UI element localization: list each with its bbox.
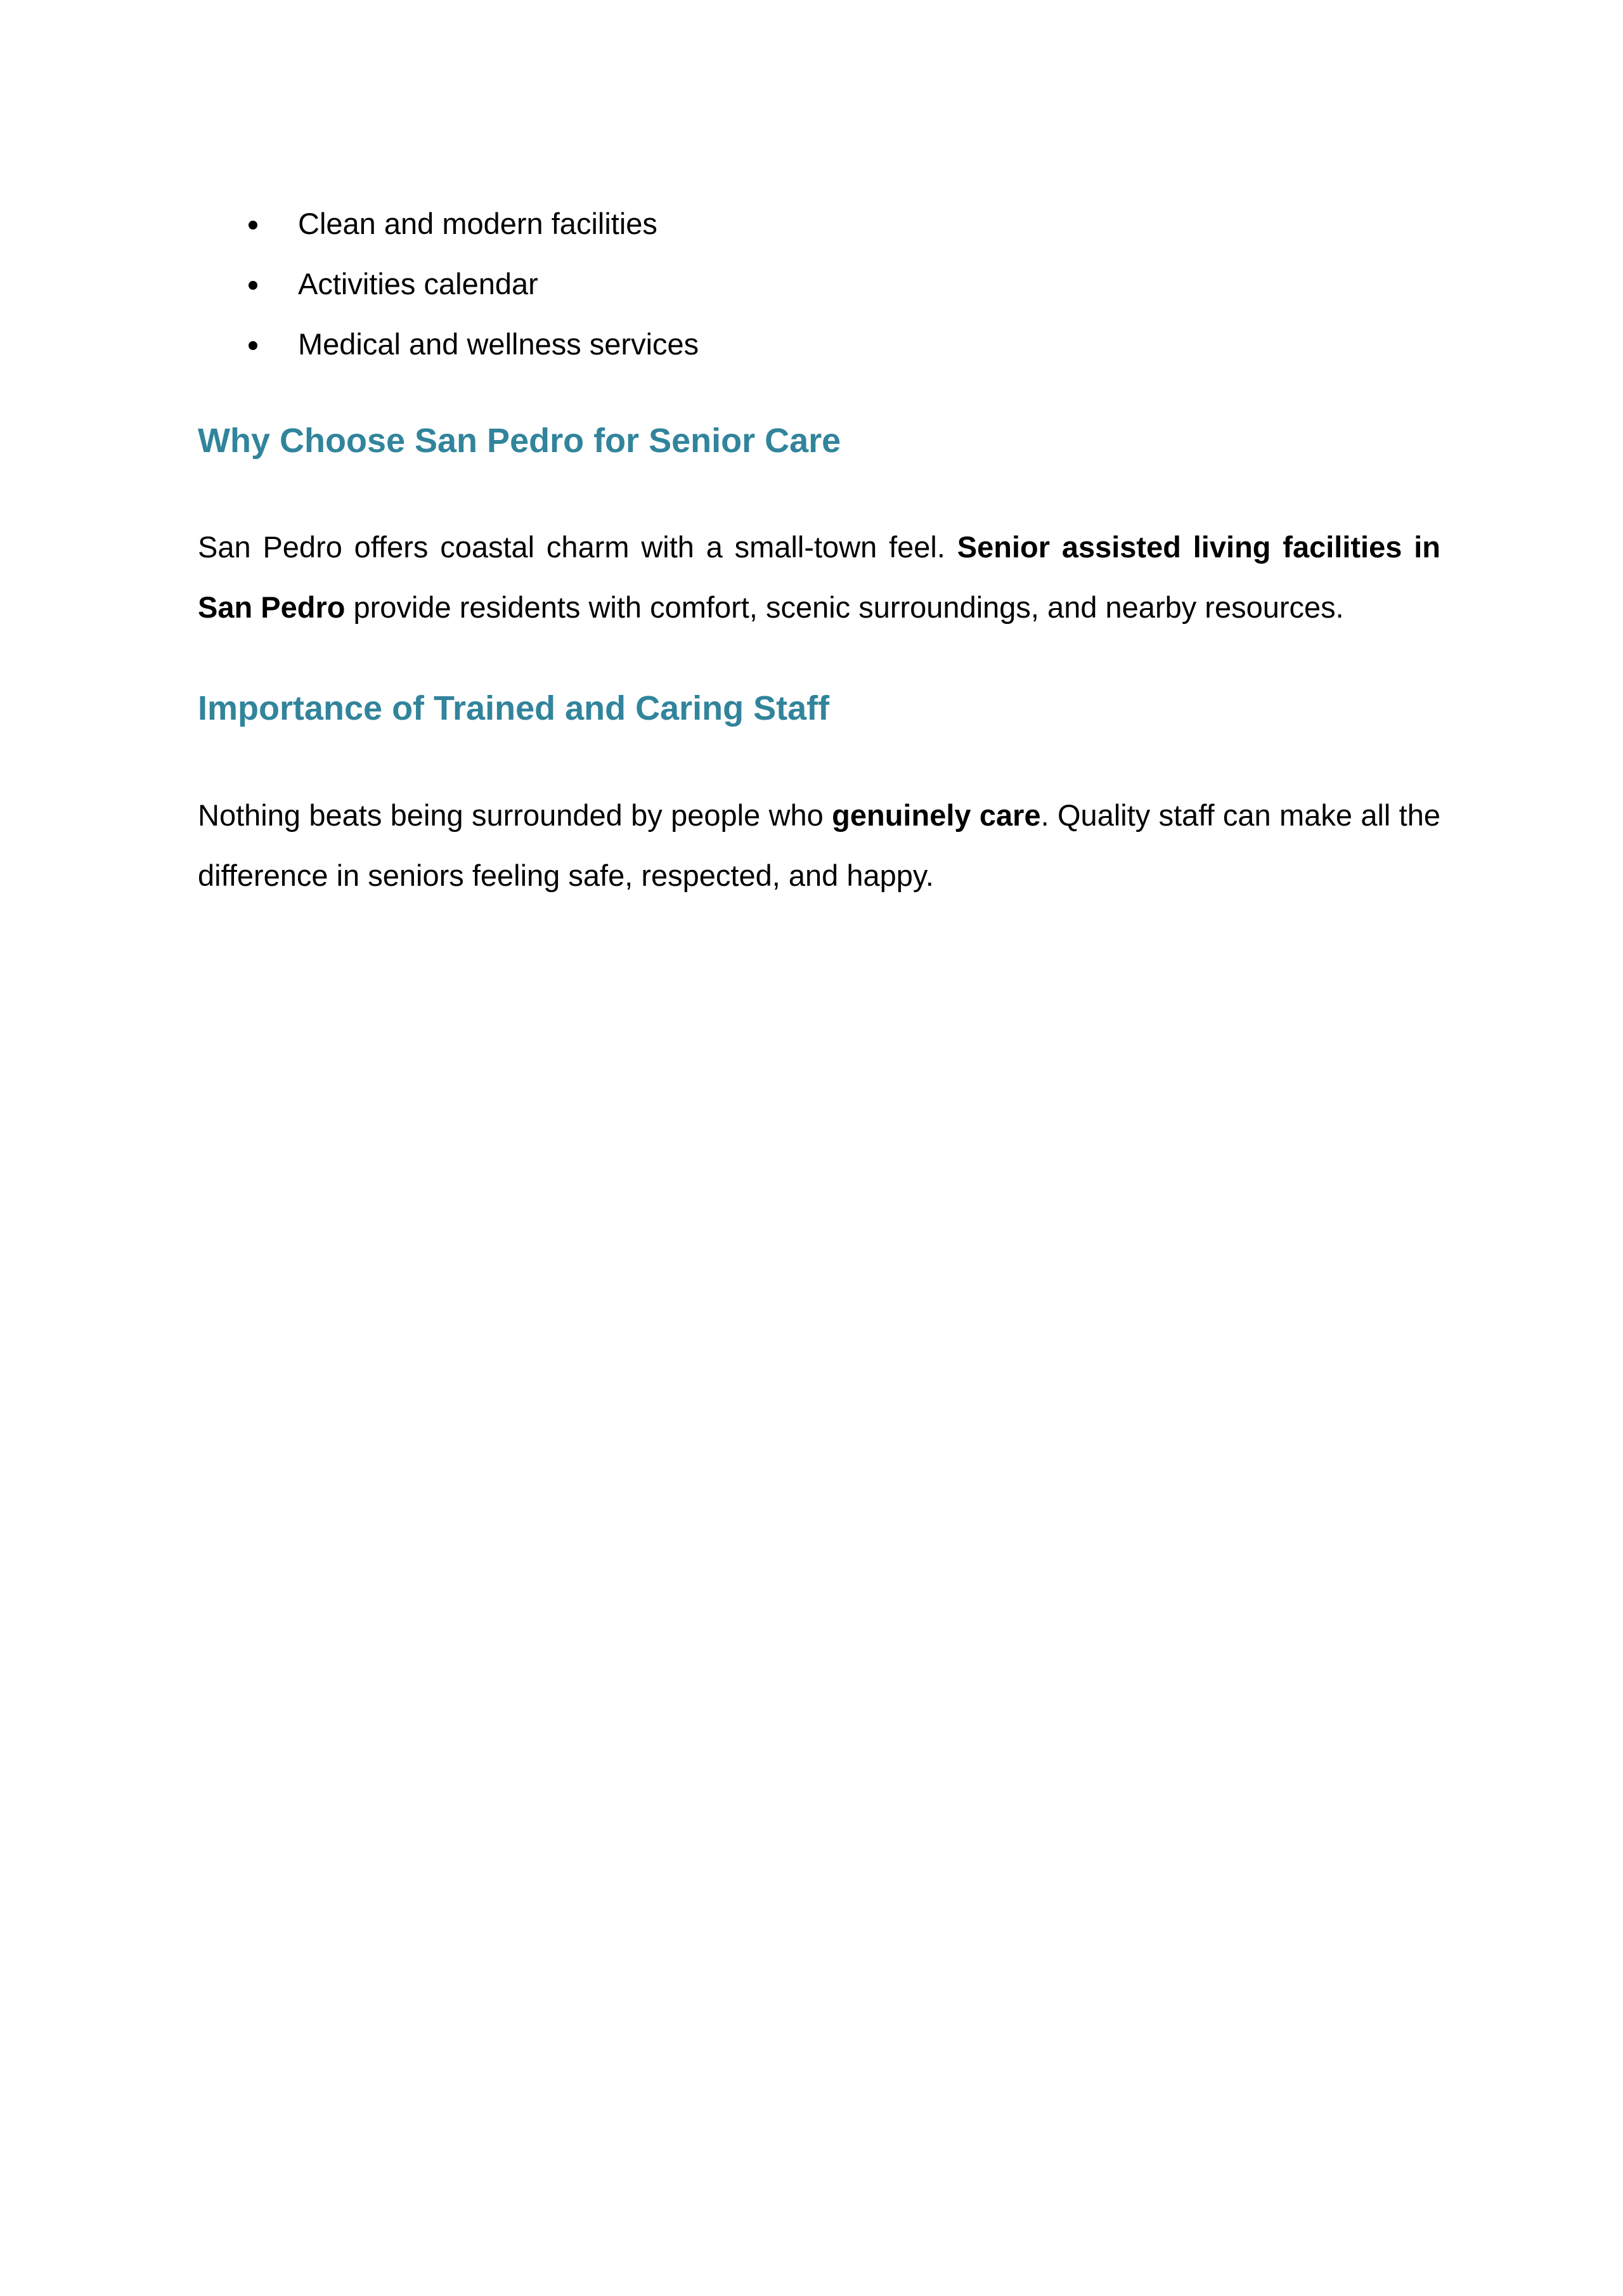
section-heading-why-choose: Why Choose San Pedro for Senior Care (198, 422, 841, 460)
section-heading-staff: Importance of Trained and Caring Staff (198, 689, 830, 727)
bullet-icon (249, 281, 257, 290)
list-item-text: Medical and wellness services (298, 327, 699, 361)
paragraph-text: San Pedro offers coastal charm with a small-town feel. (198, 530, 957, 564)
list-item (241, 314, 699, 374)
list-item-text: Clean and modern facilities (298, 207, 657, 240)
list-item (241, 193, 699, 254)
paragraph-text: Nothing beats being surrounded by people who (198, 798, 832, 832)
paragraph-bold-text: Senior assisted living facilities in San Pedro (198, 530, 1440, 624)
paragraph-bold-text: genuinely care (832, 798, 1041, 832)
list-item (241, 254, 699, 314)
list-item-text: Activities calendar (298, 267, 538, 301)
bullet-icon (249, 221, 257, 230)
section-paragraph-staff (198, 785, 1440, 905)
bullet-list (241, 193, 699, 374)
bullet-icon (249, 341, 257, 350)
section-paragraph-why-choose (198, 517, 1440, 637)
paragraph-text: . Quality staff can make all the difference in seniors feeling safe, respected, and happy. (198, 798, 1441, 892)
paragraph-text: provide residents with comfort, scenic surroundings, and nearby resources. (345, 590, 1344, 624)
